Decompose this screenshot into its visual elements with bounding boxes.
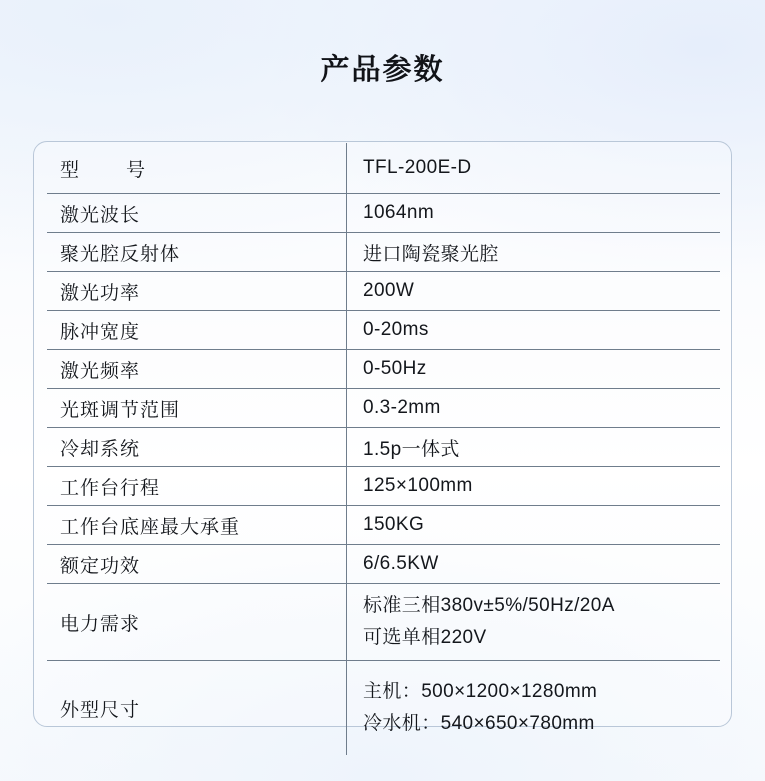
spec-label-cell: 聚光腔反射体	[47, 233, 347, 272]
spec-value-cell: 0-20ms	[347, 311, 721, 350]
spec-label-cell: 激光波长	[47, 194, 347, 233]
spec-value-cell	[347, 143, 721, 194]
spec-label-cell: 外型尺寸	[47, 661, 347, 756]
spec-value-cell: 200W	[347, 272, 721, 311]
spec-label-cell: 额定功效	[47, 545, 347, 584]
spec-value-cell: 0-50Hz	[347, 350, 721, 389]
table-row	[47, 584, 720, 661]
table-row	[47, 233, 720, 272]
table-row	[47, 194, 720, 233]
table-row	[47, 467, 720, 506]
spec-value-cell	[347, 661, 721, 756]
spec-value-cell: 150KG	[347, 506, 721, 545]
table-row	[47, 311, 720, 350]
table-row	[47, 661, 720, 756]
spec-label-cell: 电力需求	[47, 584, 347, 661]
table-row	[47, 272, 720, 311]
spec-label-cell: 激光功率	[47, 272, 347, 311]
spec-value-cell: 6/6.5KW	[347, 545, 721, 584]
spec-value-cell	[347, 584, 721, 661]
spec-value-line: TFL-200E-D	[363, 157, 472, 178]
spec-label-part-b: 号	[126, 159, 147, 181]
table-row	[47, 389, 720, 428]
spec-label-cell: 工作台底座最大承重	[47, 506, 347, 545]
table-row	[47, 545, 720, 584]
spec-label-cell: 冷却系统	[47, 428, 347, 467]
spec-value-cell: 0.3-2mm	[347, 389, 721, 428]
spec-value-line-2: 冷水机：540×650×780mm	[363, 713, 595, 734]
spec-label-cell: 激光频率	[47, 350, 347, 389]
spec-value-line: 标准三相380v±5%/50Hz/20A	[363, 595, 615, 616]
spec-value-cell: 1.5p一体式	[347, 428, 721, 467]
table-row	[47, 350, 720, 389]
spec-value-cell: 125×100mm	[347, 467, 721, 506]
table-row	[47, 506, 720, 545]
spec-value-cell: 进口陶瓷聚光腔	[347, 233, 721, 272]
spec-value-line: 主机：500×1200×1280mm	[363, 681, 598, 702]
spec-label-cell: 工作台行程	[47, 467, 347, 506]
spec-value-line-2: 可选单相220V	[363, 627, 487, 648]
table-row	[47, 143, 720, 194]
table-row	[47, 428, 720, 467]
spec-label-cell: 光斑调节范围	[47, 389, 347, 428]
spec-label-cell: 脉冲宽度	[47, 311, 347, 350]
page-title: 产品参数	[320, 54, 445, 86]
spec-table	[47, 143, 720, 755]
spec-label-cell	[47, 143, 347, 194]
spec-label-part-a: 型	[60, 159, 81, 181]
spec-value-cell: 1064nm	[347, 194, 721, 233]
